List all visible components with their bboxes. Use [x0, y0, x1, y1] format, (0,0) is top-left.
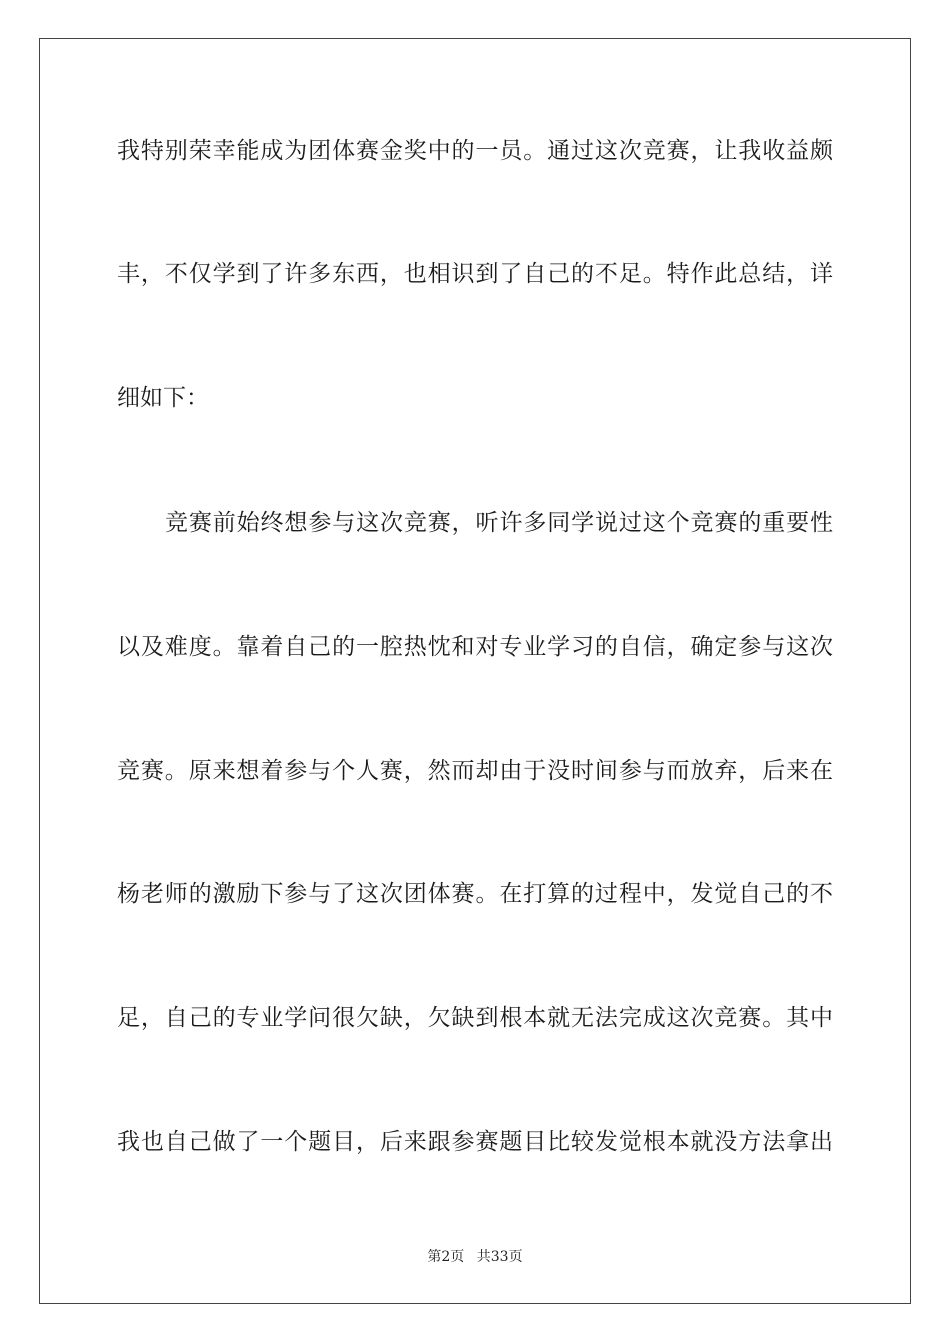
body-line-9: 我也自己做了一个题目，后来跟参赛题目比较发觉根本就没方法拿出 [117, 1129, 833, 1155]
body-line-5: 以及难度。靠着自己的一腔热忱和对专业学习的自信，确定参与这次 [117, 634, 833, 660]
body-line-8: 足，自己的专业学问很欠缺，欠缺到根本就无法完成这次竞赛。其中 [117, 1005, 833, 1031]
body-line-1: 我特别荣幸能成为团体赛金奖中的一员。通过这次竞赛，让我收益颇 [117, 138, 833, 164]
body-line-6: 竞赛。原来想着参与个人赛，然而却由于没时间参与而放弃，后来在 [117, 758, 833, 784]
body-line-7: 杨老师的激励下参与了这次团体赛。在打算的过程中，发觉自己的不 [117, 881, 833, 907]
body-line-3: 细如下： [117, 385, 209, 411]
page-border [39, 38, 911, 1304]
page-number: 第2页 [427, 1249, 465, 1265]
page-footer [0, 1248, 950, 1266]
page-total: 共33页 [476, 1249, 523, 1265]
body-line-4: 竞赛前始终想参与这次竞赛，听许多同学说过这个竞赛的重要性 [165, 510, 833, 536]
body-line-2: 丰，不仅学到了许多东西，也相识到了自己的不足。特作此总结，详 [117, 261, 833, 287]
